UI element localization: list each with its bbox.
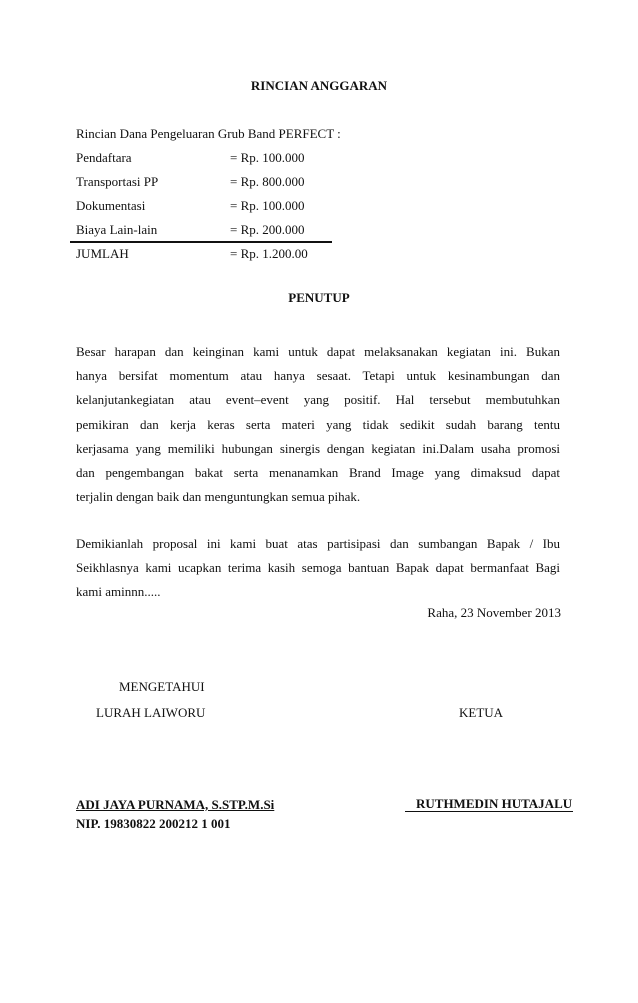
closing-paragraph-2 [76, 532, 560, 605]
closing-paragraph-1 [76, 340, 560, 509]
paragraph-line: hanya bersifat momentum atau hanya sesaat. Tetapi untuk kesinambungan dan [76, 368, 560, 384]
paragraph-line: kelanjutankegiatan atau event–event yang positif. Hal tersebut membutuhkan [76, 392, 560, 408]
budget-intro: Rincian Dana Pengeluaran Grub Band PERFECT : [76, 126, 341, 141]
paragraph-line: Demikianlah proposal ini kami buat atas partisipasi dan sumbangan Bapak / Ibu [76, 536, 560, 551]
acknowledger-office: LURAH LAIWORU [96, 705, 206, 720]
paragraph-line: kami aminnn..... [76, 584, 161, 600]
budget-title: RINCIAN ANGGARAN [250, 78, 388, 93]
budget-item-label: Biaya Lain-lain [76, 222, 158, 237]
acknowledger-role: MENGETAHUI [119, 679, 205, 694]
paragraph-line: Besar harapan dan keinginan kami untuk dapat melaksanakan kegiatan ini. Bukan [76, 344, 560, 359]
paragraph-line: dan pengembangan bakat serta menanamkan Brand Image yang dimaksud dapat [76, 465, 560, 481]
budget-item-value: = Rp. 100.000 [230, 198, 305, 213]
paragraph-line: Seikhlasnya kami ucapkan terima kasih semoga bantuan Bapak dapat bermanfaat Bagi [76, 560, 560, 576]
budget-item-label: Dokumentasi [76, 198, 146, 213]
budget-item-label: Transportasi PP [76, 174, 159, 189]
paragraph-line: kerjasama yang memiliki hubungan sinergis dengan kegiatan ini.Dalam usaha promosi [76, 440, 560, 456]
chairman-office: KETUA [459, 705, 504, 720]
total-divider [70, 241, 332, 243]
budget-total-label: JUMLAH [76, 246, 129, 261]
letter-date: Raha, 23 November 2013 [427, 605, 561, 620]
paragraph-line: pemikiran dan kerja keras serta materi yang tidak sedikit sudah barang tentu [76, 416, 560, 432]
budget-item-value: = Rp. 100.000 [230, 150, 305, 165]
budget-item-label: Pendaftara [76, 150, 132, 165]
budget-item-value: = Rp. 200.000 [230, 222, 305, 237]
budget-total-value: = Rp. 1.200.00 [230, 246, 308, 261]
budget-item-value: = Rp. 800.000 [230, 174, 305, 189]
acknowledger-nip: NIP. 19830822 200212 1 001 [76, 816, 231, 831]
paragraph-line: terjalin dengan baik dan menguntungkan semua pihak. [76, 489, 361, 505]
chairman-name: RUTHMEDIN HUTAJALU [405, 797, 573, 812]
closing-title: PENUTUP [288, 290, 350, 305]
acknowledger-name: ADI JAYA PURNAMA, S.STP.M.Si [76, 797, 275, 812]
